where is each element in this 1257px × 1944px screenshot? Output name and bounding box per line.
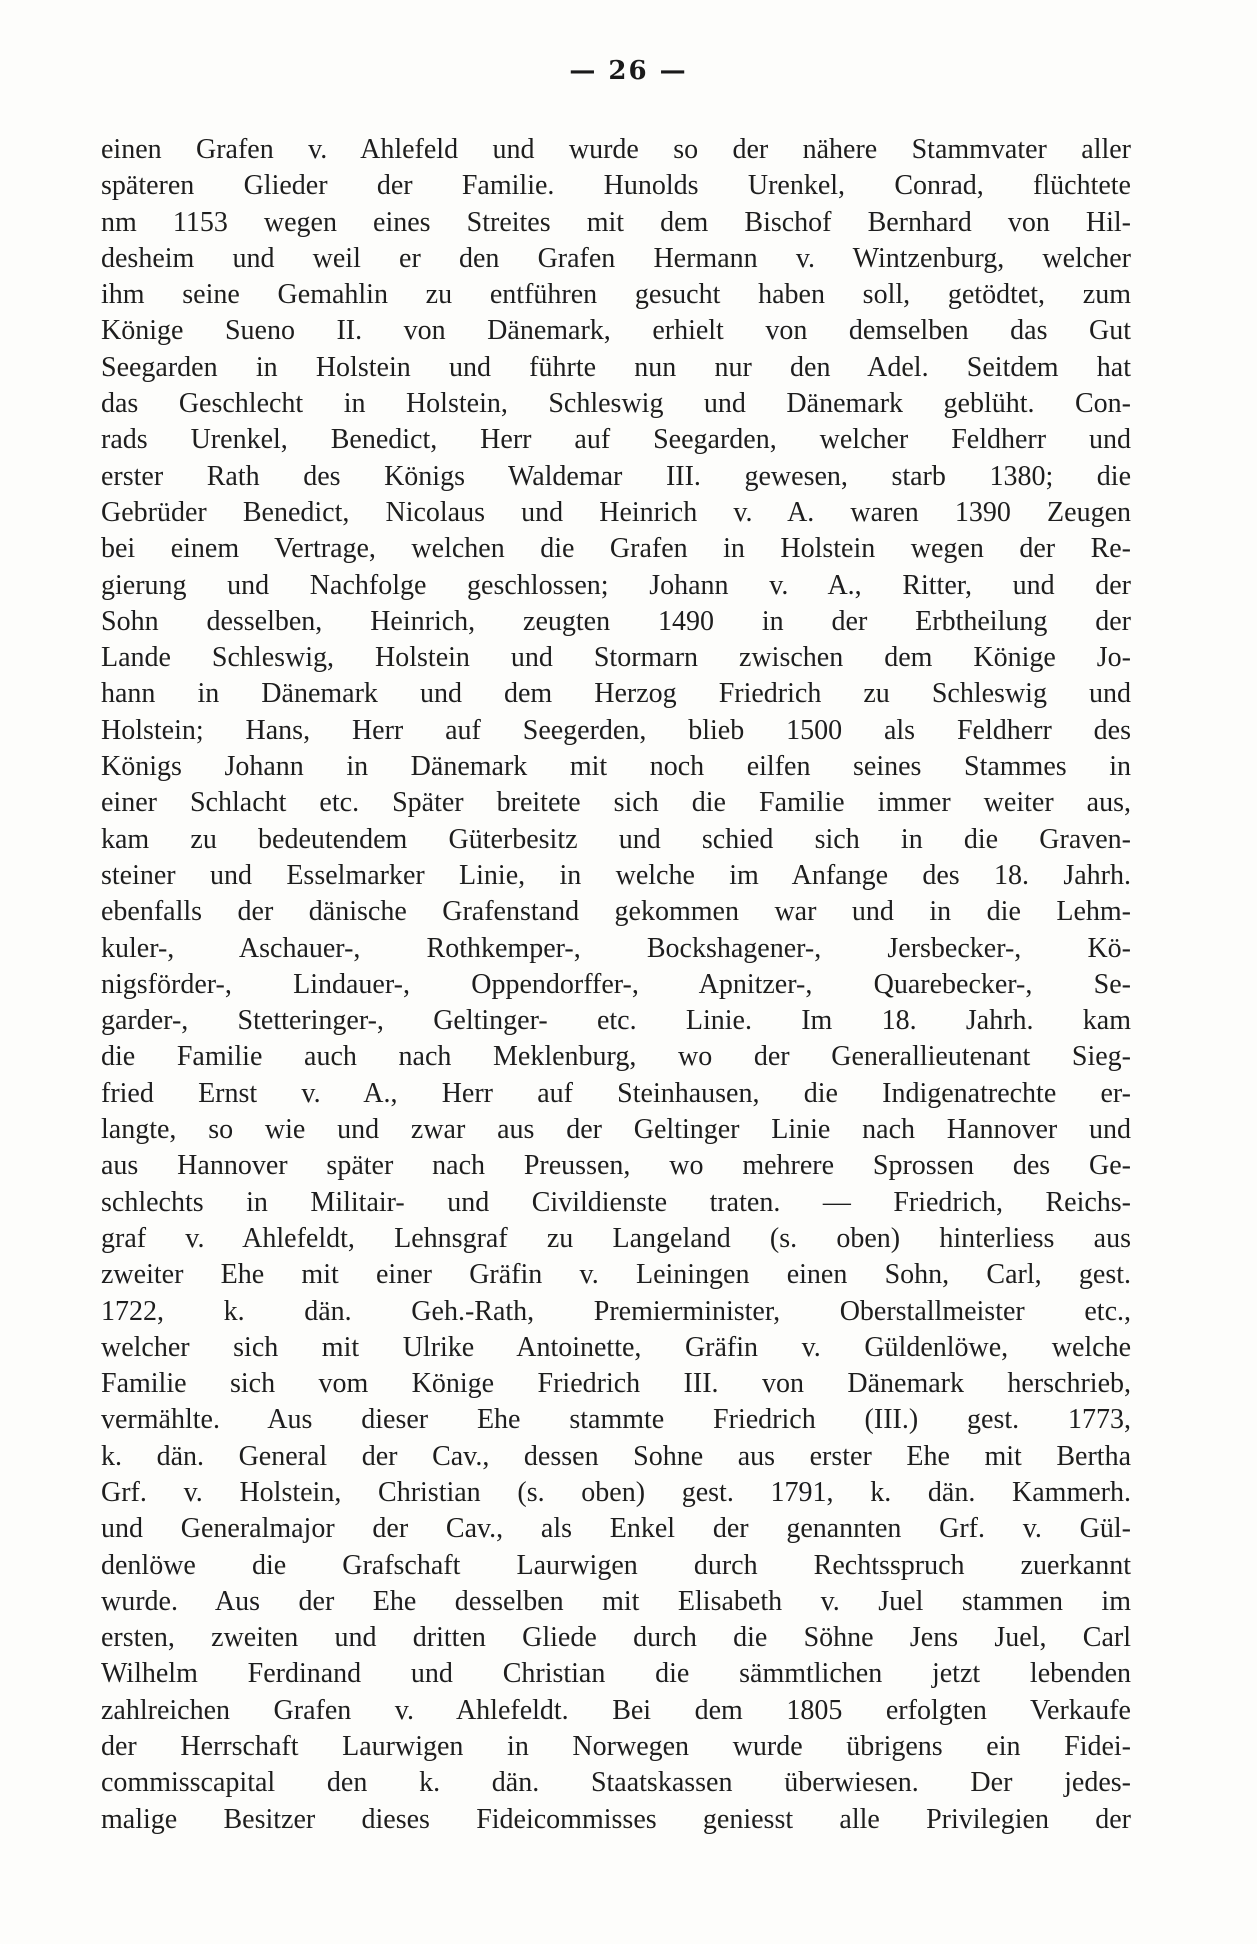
- text-line: und Generalmajor der Cav., als Enkel der genannten Grf. v. Gül-: [101, 1513, 1131, 1545]
- text-line: k. dän. General der Cav., dessen Sohne aus erster Ehe mit Bertha: [101, 1440, 1131, 1472]
- text-line: commisscapital den k. dän. Staatskassen überwiesen. Der jedes-: [101, 1767, 1131, 1799]
- text-line: Lande Schleswig, Holstein und Stormarn zwischen dem Könige Jo-: [101, 642, 1131, 674]
- text-line: bei einem Vertrage, welchen die Grafen in Holstein wegen der Re-: [101, 533, 1131, 565]
- text-line: nm 1153 wegen eines Streites mit dem Bischof Bernhard von Hil-: [101, 206, 1131, 238]
- text-line: ersten, zweiten und dritten Gliede durch die Söhne Jens Juel, Carl: [101, 1622, 1131, 1654]
- text-line: einer Schlacht etc. Später breitete sich die Familie immer weiter aus,: [101, 787, 1131, 819]
- text-line: zahlreichen Grafen v. Ahlefeldt. Bei dem 1805 erfolgten Verkaufe: [101, 1694, 1131, 1726]
- text-line: graf v. Ahlefeldt, Lehnsgraf zu Langeland (s. oben) hinterliess aus: [101, 1222, 1131, 1254]
- text-line: Könige Sueno II. von Dänemark, erhielt von demselben das Gut: [101, 315, 1131, 347]
- text-line: Familie sich vom Könige Friedrich III. von Dänemark herschrieb,: [101, 1368, 1131, 1400]
- text-line: gierung und Nachfolge geschlossen; Johann v. A., Ritter, und der: [101, 569, 1131, 601]
- text-line: einen Grafen v. Ahlefeld und wurde so der nähere Stammvater aller: [101, 134, 1131, 165]
- text-line: der Herrschaft Laurwigen in Norwegen wurde übrigens ein Fidei-: [101, 1731, 1131, 1763]
- text-line: Wilhelm Ferdinand und Christian die sämmtlichen jetzt lebenden: [101, 1658, 1131, 1690]
- text-line: erster Rath des Königs Waldemar III. gewesen, starb 1380; die: [101, 460, 1131, 492]
- text-line: ebenfalls der dänische Grafenstand gekommen war und in die Lehm-: [101, 896, 1131, 928]
- text-line: steiner und Esselmarker Linie, in welche im Anfange des 18. Jahrh.: [101, 859, 1131, 891]
- text-line: Sohn desselben, Heinrich, zeugten 1490 in der Erbtheilung der: [101, 605, 1131, 637]
- text-line: welcher sich mit Ulrike Antoinette, Gräfin v. Güldenlöwe, welche: [101, 1331, 1131, 1363]
- text-line: desheim und weil er den Grafen Hermann v. Wintzenburg, welcher: [101, 242, 1131, 274]
- text-line: späteren Glieder der Familie. Hunolds Urenkel, Conrad, flüchtete: [101, 170, 1131, 202]
- text-line: das Geschlecht in Holstein, Schleswig und Dänemark geblüht. Con-: [101, 388, 1131, 420]
- text-line: hann in Dänemark und dem Herzog Friedrich zu Schleswig und: [101, 678, 1131, 710]
- text-line: zweiter Ehe mit einer Gräfin v. Leiningen einen Sohn, Carl, gest.: [101, 1259, 1131, 1291]
- body-text: [101, 132, 1131, 1838]
- text-line: Grf. v. Holstein, Christian (s. oben) gest. 1791, k. dän. Kammerh.: [101, 1476, 1131, 1508]
- text-line: kam zu bedeutendem Güterbesitz und schied sich in die Graven-: [101, 823, 1131, 855]
- text-line: nigsförder-, Lindauer-, Oppendorffer-, Apnitzer-, Quarebecker-, Se-: [101, 968, 1131, 1000]
- text-line: vermählte. Aus dieser Ehe stammte Friedrich (III.) gest. 1773,: [101, 1404, 1131, 1436]
- text-line: Gebrüder Benedict, Nicolaus und Heinrich v. A. waren 1390 Zeugen: [101, 496, 1131, 528]
- text-line: wurde. Aus der Ehe desselben mit Elisabeth v. Juel stammen im: [101, 1585, 1131, 1617]
- text-line: Holstein; Hans, Herr auf Seegerden, blieb 1500 als Feldherr des: [101, 714, 1131, 746]
- text-line: garder-, Stetteringer-, Geltinger- etc. Linie. Im 18. Jahrh. kam: [101, 1005, 1131, 1037]
- text-line: denlöwe die Grafschaft Laurwigen durch Rechtsspruch zuerkannt: [101, 1549, 1131, 1581]
- text-line: Seegarden in Holstein und führte nun nur den Adel. Seitdem hat: [101, 351, 1131, 383]
- text-line: Königs Johann in Dänemark mit noch eilfen seines Stammes in: [101, 751, 1131, 783]
- text-line: ihm seine Gemahlin zu entführen gesucht haben soll, getödtet, zum: [101, 279, 1131, 311]
- text-line: langte, so wie und zwar aus der Geltinger Linie nach Hannover und: [101, 1114, 1131, 1146]
- text-line: rads Urenkel, Benedict, Herr auf Seegarden, welcher Feldherr und: [101, 424, 1131, 456]
- text-line: schlechts in Militair- und Civildienste traten. — Friedrich, Reichs-: [101, 1186, 1131, 1218]
- page-number: — 26 —: [569, 56, 688, 86]
- text-line: die Familie auch nach Meklenburg, wo der Generallieutenant Sieg-: [101, 1041, 1131, 1073]
- text-line: kuler-, Aschauer-, Rothkemper-, Bockshagener-, Jersbecker-, Kö-: [101, 932, 1131, 964]
- text-line: fried Ernst v. A., Herr auf Steinhausen, die Indigenatrechte er-: [101, 1077, 1131, 1109]
- text-line: aus Hannover später nach Preussen, wo mehrere Sprossen des Ge-: [101, 1150, 1131, 1182]
- text-line: 1722, k. dän. Geh.-Rath, Premierminister, Oberstallmeister etc.,: [101, 1295, 1131, 1327]
- text-line: malige Besitzer dieses Fideicommisses geniesst alle Privilegien der: [101, 1803, 1131, 1835]
